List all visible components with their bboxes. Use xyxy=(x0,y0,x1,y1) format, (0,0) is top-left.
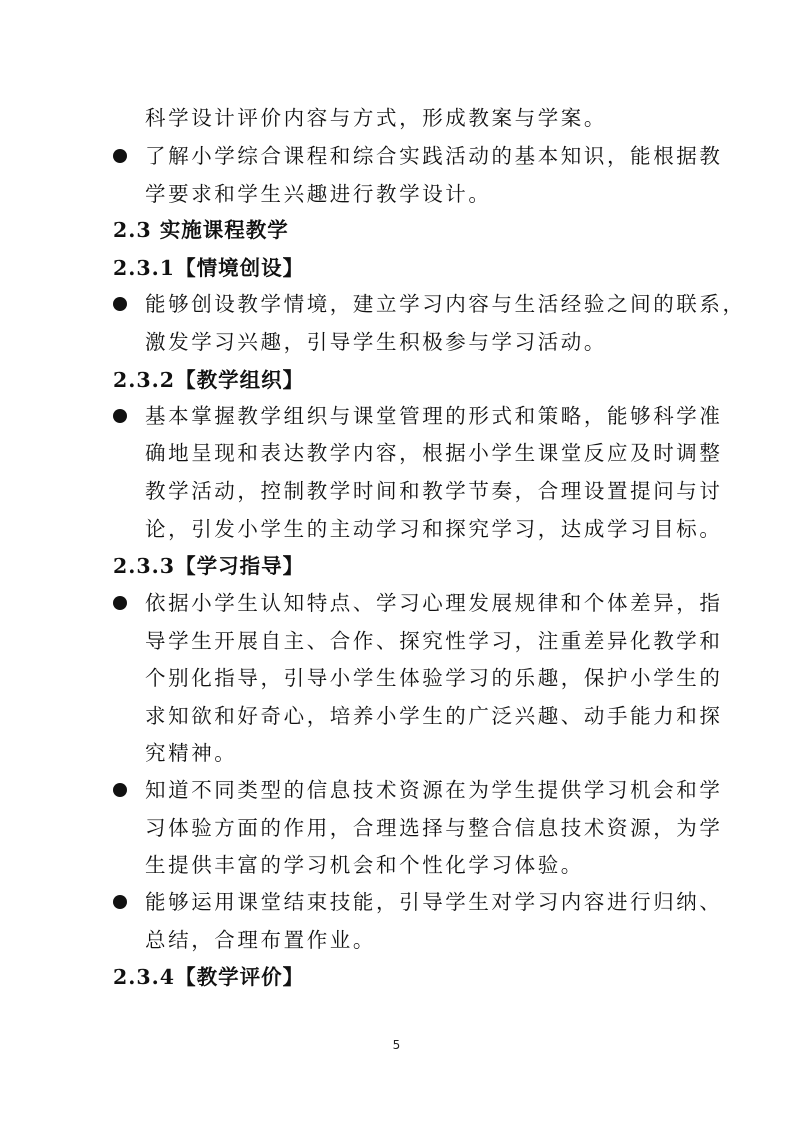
paragraph-line: 总结，合理布置作业。 xyxy=(145,928,376,952)
bullet-icon xyxy=(113,895,127,909)
bullet-icon xyxy=(113,149,127,163)
bullet-icon xyxy=(113,297,127,311)
paragraph-line: 导学生开展自主、合作、探究性学习，注重差异化教学和 xyxy=(145,629,723,653)
subsection-heading: 2.3.2【教学组织】 xyxy=(113,368,305,392)
paragraph-line: 学要求和学生兴趣进行教学设计。 xyxy=(145,182,492,206)
paragraph-line: 能够创设教学情境，建立学习内容与生活经验之间的联系， xyxy=(145,292,746,316)
paragraph-line: 激发学习兴趣，引导学生积极参与学习活动。 xyxy=(145,330,607,354)
bullet-icon xyxy=(113,596,127,610)
paragraph-line: 依据小学生认知特点、学习心理发展规律和个体差异，指 xyxy=(145,591,723,615)
bullet-icon xyxy=(113,783,127,797)
paragraph-line: 基本掌握教学组织与课堂管理的形式和策略，能够科学准 xyxy=(145,404,723,428)
paragraph-line: 生提供丰富的学习机会和个性化学习体验。 xyxy=(145,853,584,877)
paragraph-line: 确地呈现和表达教学内容，根据小学生课堂反应及时调整 xyxy=(145,441,723,465)
paragraph-line: 知道不同类型的信息技术资源在为学生提供学习机会和学 xyxy=(145,778,723,802)
section-heading: 2.3 实施课程教学 xyxy=(113,218,289,242)
subsection-heading: 2.3.1【情境创设】 xyxy=(113,256,305,280)
subsection-heading: 2.3.3【学习指导】 xyxy=(113,554,305,578)
bullet-icon xyxy=(113,409,127,423)
paragraph-line: 教学活动，控制教学时间和教学节奏，合理设置提问与讨 xyxy=(145,479,723,503)
paragraph-line: 个别化指导，引导小学生体验学习的乐趣，保护小学生的 xyxy=(145,666,723,690)
subsection-heading: 2.3.4【教学评价】 xyxy=(113,965,305,989)
paragraph-line: 求知欲和好奇心，培养小学生的广泛兴趣、动手能力和探 xyxy=(145,704,723,728)
page-number: 5 xyxy=(392,1038,401,1052)
paragraph-line: 科学设计评价内容与方式，形成教案与学案。 xyxy=(145,106,607,130)
paragraph-line: 究精神。 xyxy=(145,741,238,765)
paragraph-line: 论，引发小学生的主动学习和探究学习，达成学习目标。 xyxy=(145,517,723,541)
paragraph-line: 能够运用课堂结束技能，引导学生对学习内容进行归纳、 xyxy=(145,890,723,914)
paragraph-line: 习体验方面的作用，合理选择与整合信息技术资源，为学 xyxy=(145,816,723,840)
paragraph-line: 了解小学综合课程和综合实践活动的基本知识，能根据教 xyxy=(145,144,723,168)
